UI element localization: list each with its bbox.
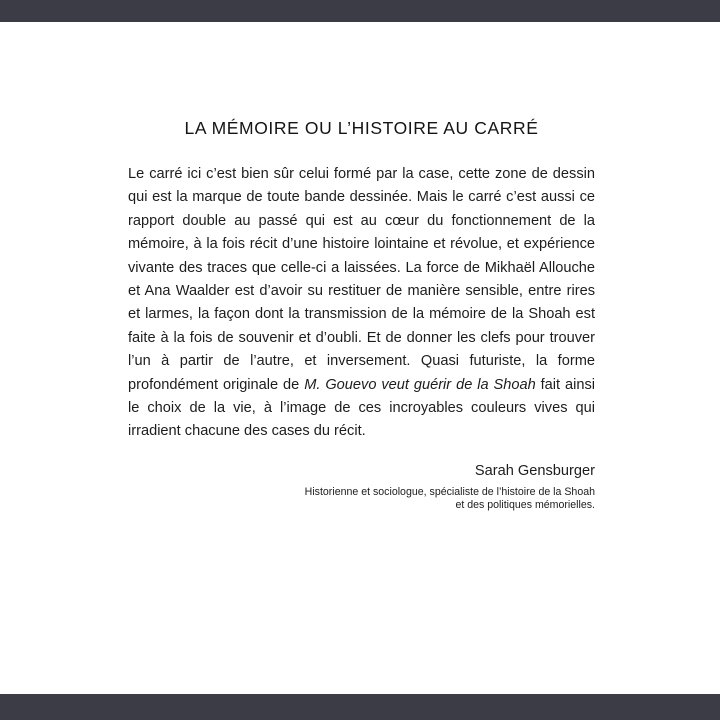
bottom-frame-bar: [0, 694, 720, 720]
page-title: LA MÉMOIRE OU L’HISTOIRE AU CARRÉ: [184, 118, 539, 138]
author-role-line-2: et des politiques mémorielles.: [455, 498, 595, 511]
body-text-conclusion: fait ainsi le choix de la vie, à l’image de ces incroyables couleurs vives qui irradient chacune des cases du récit.: [128, 376, 596, 440]
author-name: Sarah Gensburger: [474, 462, 595, 479]
body-paragraph: [128, 163, 595, 444]
author-role-line-1: Historienne et sociologue, spécialiste de l’histoire de la Shoah: [304, 485, 595, 498]
body-text-intro: Le carré ici c’est bien sûr celui formé par la case, cette zone de dessin qui est la marque de toute bande dessinée. Mais le carré c’est aussi ce rapport double au passé qui est au cœur du fonctionnement de la mémoire, à la fois récit d’une histoire lointaine et révolue, et expérience vivante des traces que celle-ci a laissées. La force de Mikhaël Allouche et Ana Waalder est d’avoir su restituer de manière sensible, entre rires et larmes, la façon dont la transmission de la mémoire de la Shoah est faite à la fois de souvenir et d’oubli. Et de donner les clefs pour trouver l’un à partir de l’autre, et inversement. Quasi futuriste, la forme profondément originale de: [128, 166, 595, 393]
book-title: M. Gouevo veut guérir de la Shoah: [304, 376, 536, 393]
signature-block: [128, 461, 595, 512]
page-content: [128, 114, 595, 512]
author-role: [128, 486, 595, 512]
top-frame-bar: [0, 0, 720, 22]
